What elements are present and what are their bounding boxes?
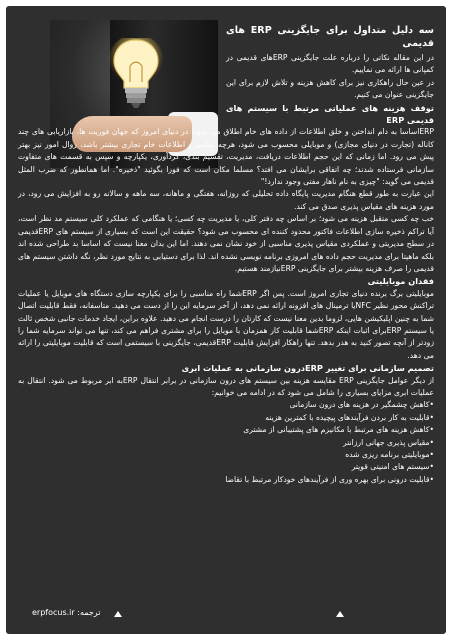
triangle-up-icon[interactable] — [336, 611, 344, 617]
list-item: •کاهش چشمگیر در هزینه های درون سازمانی — [289, 400, 434, 410]
list-item: •مقیاس پذیری جهانی ارزانتر — [343, 437, 434, 447]
section-1-paragraph-3: خب چه کسی متقبل هزینه می شود؛ بر اساس چه دفتر کلی، یا مدیریت چه کسی؛ یا هنگامی که عملکرد کلی سیستم مد نظر است، آیا تراکم ذخیره سازی اطلاعات فاکتور محدود کننده ای محسوب می شود؟ حقیقت این است که بسیاری از سیستم های ERPقدیمی در سطح مدیریتی و عملکردی مقیاس پذیری مناسبی از خود نشان نمی دهند. اما این بدان معنا نیست که اساسا بد طراحی شده اند بلکه ماهیتا برای مدیریت حجم داده های امروزی برنامه نویسی نشده اند. لذا برای دستیابی به نتایج مورد نظر، نگه داشتن سیستم های قدیمی را صرف هزینه بیشتر برای جایگزینی ERPنیازمند هستیم. — [18, 214, 434, 273]
article-panel — [6, 6, 446, 634]
intro-paragraph-2: در عین حال راهکاری نیز برای کاهش هزینه و تلاش لازم برای این جایگزینی عنوان می کنیم. — [226, 77, 434, 100]
list-item: •قابلیت به کار بردن فرآیندهای پیچیده با کمترین هزینه — [265, 412, 434, 422]
list-item: •کاهش هزینه های مرتبط با مکانیزم های پشتیبانی از مشتری — [243, 425, 434, 435]
section-1-paragraph-1: ERPاساسا به دام انداختن و خلق اطلاعات از داده های خام اطلاق می شود؛ در دنیای امروز که جهان فوریت ها، بازاریابی های چند کاناله (تجارت در دنیای مجازی) و موبایلی محسوب می شود، هرچه عناصر و اطلاعات خام تجاری بیشتر باشد، روال امور نیز بهتر پیش می رود. اما زمانی که این حجم اطلاعات دریافت، مدیریت، تقسیم بندی، گردآوری، یکپارچه و سپس به قسمت های متفاوت سازمانی فرستاده شدند؛ چه اتفاقی برایشان می افتد؟ مسلما مکان است که فورا بگوئید "ذخیره". اما همانطور که ضرب المثل قدیمی می گوید: "چیزی به نام ناهار مفتی وجود ندارد!" — [18, 127, 434, 187]
credit-source-link[interactable]: erpfocus.ir — [32, 608, 75, 617]
cloud-benefits-list — [18, 399, 434, 486]
translation-credit — [32, 606, 100, 620]
section-3-paragraph-1: از دیگر عوامل جایگزینی ERP مقایسه هزینه بین سیستم های درون سازمانی در برابر انتقال ERPبه ابر مربوط می شود. انتقال به عملیات ابری مزایای بسیاری را شامل می شود که در ادامه می خوانیم: — [18, 375, 434, 397]
article-title: سه دلیل متداول برای جایگزینی ERP های قدیمی — [226, 25, 434, 49]
list-item: •سیستم های امنیتی قویتر — [351, 462, 434, 472]
credit-label: ترجمه: — [77, 608, 101, 617]
section-heading-mobility: فقدان موبایلیتی — [367, 276, 434, 287]
section-heading-operational-costs: توقف هزینه های عملیاتی مرتبط با سیستم های قدیمی ERP — [226, 102, 434, 126]
list-item: •موبایلیتی برنامه ریزی شده — [345, 450, 434, 459]
section-heading-cloud-migration: تصمیم سازمانی برای تغییر ERPدرون سازمانی به عملیات ابری — [181, 363, 434, 374]
section-1-paragraph-2: این عبارت به طور قطع هنگام مدیریت پایگاه داده تحلیلی که روزانه، هفتگی و ماهانه، سه ماهه و سالانه رو به افزایش می رود، در مورد هزینه های مقیاس پذیری صدق می کند. — [18, 189, 434, 211]
footer — [6, 606, 446, 620]
header-block — [226, 24, 434, 126]
section-2-paragraph-1: موبایلیتی برگ برنده دنیای تجاری امروز است. پس اگر ERPشما راه مناسبی را برای یکپارچه سازی دستگاه های موبایل یا عملیات تراکنش محور نظیر NFCیا ترمینال های افزونه ارائه نمی دهد، از آخر سرمایه این را از دست می دهید. متاسفانه، فقط قابلیت اتصال شما به چنین اپلیکیشن هایی، لزوما بدین معنا نیست که کارتان را درست انجام می دهید. علاوه براین، ایجاد خدمات جانبی شخص ثالث یا سیستم ERPبرای اثبات اینکه ERPشما قابلیت کار همزمان با موبایل را برای مشتری فراهم می کند، تنها می تواند سرمایه شما را زودتر از آنچه تصور کنید به هدر بدهد. تنها راهکار افزایش قابلیت ERPقدیمی، جایگزینی با سیستمی است که قابلیت موبایلیتی را ارائه می دهد. — [18, 288, 434, 360]
article-body — [18, 24, 434, 486]
triangle-up-icon[interactable] — [114, 611, 122, 617]
list-item: •قابلیت درونی برای بهره وری از فرآیندهای خودکار مرتبط با تقاضا — [225, 474, 434, 484]
intro-paragraph-1: در این مقاله نکاتی را درباره علت جایگزینی ERPهای قدیمی در کمپانی ها ارائه می نماییم. — [226, 53, 434, 75]
